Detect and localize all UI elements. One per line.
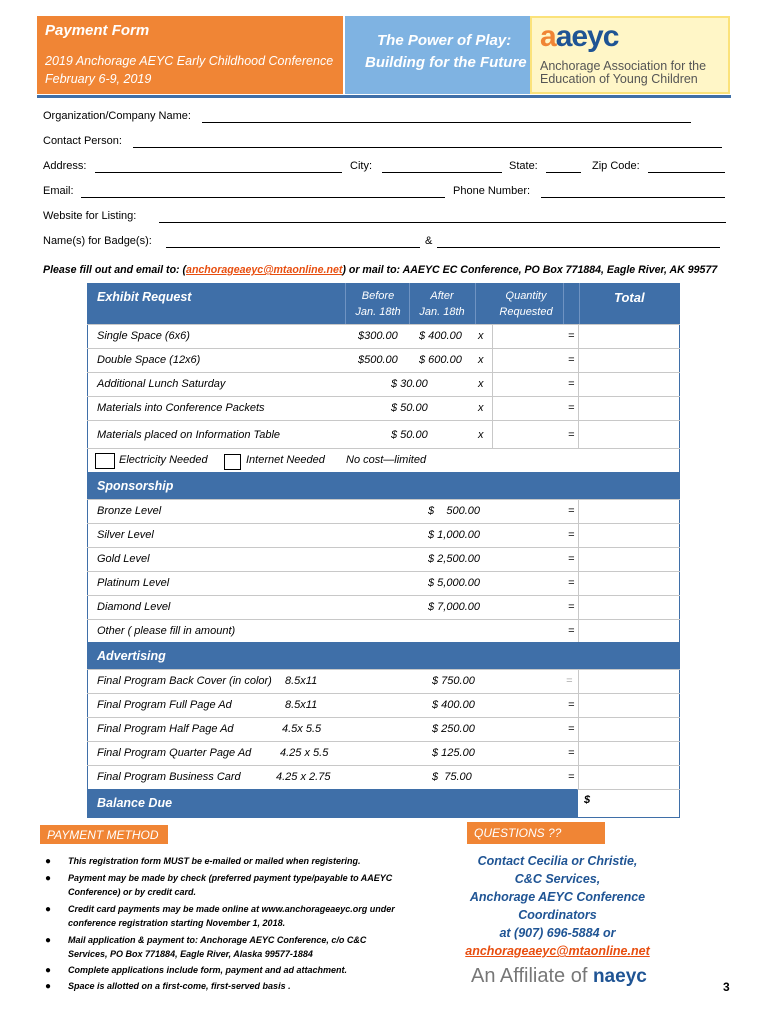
- mail-prefix: Please fill out and email to: (: [43, 264, 187, 276]
- sponsor-row-platinum: [87, 571, 680, 595]
- bullet-text: Complete applications include form, payment and ad attachment.: [68, 965, 348, 975]
- bullet-text: Credit card payments may be made online at www.anchorageaeyc.org under: [68, 904, 395, 914]
- row-label: Other ( please fill in amount): [97, 625, 236, 637]
- contact-field[interactable]: [133, 146, 722, 148]
- equals-sign: =: [568, 577, 575, 589]
- page-number: 3: [723, 980, 730, 994]
- row-label: Silver Level: [97, 529, 154, 541]
- logo-wordmark: aaeyc: [540, 20, 619, 53]
- price-before: $300.00: [358, 330, 398, 342]
- bullet-text: Mail application & payment to: Anchorage AEYC Conference, c/o C&C: [68, 935, 367, 945]
- city-field[interactable]: [382, 171, 502, 173]
- quantity-header: [492, 288, 560, 320]
- balance-due-field[interactable]: [577, 789, 680, 818]
- internet-label: Internet Needed: [246, 454, 325, 466]
- electricity-label: Electricity Needed: [119, 454, 208, 466]
- questions-title: QUESTIONS ??: [474, 826, 562, 840]
- equals-sign: =: [568, 771, 575, 783]
- sponsor-row-gold: [87, 547, 680, 571]
- row-label: Additional Lunch Saturday: [97, 378, 226, 390]
- badges-label: Name(s) for Badge(s):: [43, 235, 152, 247]
- affiliate-logo: [471, 965, 647, 988]
- equals-sign: =: [568, 330, 575, 342]
- exhibit-row-single: [87, 324, 680, 348]
- row-label: Bronze Level: [97, 505, 162, 517]
- address-field[interactable]: [95, 171, 342, 173]
- organization-label: Organization/Company Name:: [43, 110, 191, 122]
- contact-line-4: Coordinators: [518, 908, 597, 922]
- exhibit-row-info-table: [87, 420, 680, 448]
- equals-sign: =: [568, 402, 575, 414]
- email-label: Email:: [43, 185, 74, 197]
- price: $ 250.00: [432, 723, 475, 735]
- balance-dollar: $: [584, 794, 591, 806]
- price: $ 750.00: [432, 675, 475, 687]
- price-after: $ 400.00: [419, 330, 462, 342]
- row-label: Final Program Business Card: [97, 771, 241, 783]
- balance-due-label: Balance Due: [97, 796, 173, 810]
- bullet-text: Payment may be made by check (preferred payment type/payable to AAEYC: [68, 873, 393, 883]
- exhibit-row-utilities: [87, 448, 680, 472]
- advertising-header: Advertising: [97, 649, 166, 663]
- contact-info: [465, 852, 650, 960]
- bullet-text-2: Conference) or by credit card.: [68, 887, 197, 897]
- affiliate-text: An Affiliate of: [471, 965, 588, 987]
- payment-method-title: PAYMENT METHOD: [47, 828, 159, 842]
- times-sign: x: [478, 429, 484, 441]
- address-label: Address:: [43, 160, 87, 172]
- header-divider: [37, 95, 731, 98]
- sponsor-row-other: [87, 619, 680, 642]
- sponsorship-header: Sponsorship: [97, 479, 174, 493]
- ad-row-back-cover: [87, 669, 680, 693]
- bullet-text: This registration form MUST be e-mailed or mailed when registering.: [68, 856, 361, 866]
- logo-subtitle: [540, 60, 706, 86]
- mail-email-link[interactable]: anchorageaeyc@mtaonline.net: [186, 264, 343, 276]
- phone-field[interactable]: [541, 196, 725, 198]
- price: $ 50.00: [391, 429, 428, 441]
- equals-sign: =: [568, 378, 575, 390]
- before-header-1: Before: [361, 290, 395, 302]
- row-label: Final Program Quarter Page Ad: [97, 747, 252, 759]
- payment-method-header: [40, 825, 168, 844]
- row-label: Final Program Half Page Ad: [97, 723, 234, 735]
- theme-block: [345, 16, 530, 94]
- questions-header: [467, 822, 605, 844]
- quantity-header-1: Quantity: [505, 290, 547, 302]
- equals-sign: =: [568, 553, 575, 565]
- times-sign: x: [478, 330, 484, 342]
- balance-due-bar: [87, 789, 577, 818]
- mail-instructions: [43, 264, 717, 276]
- exhibit-row-lunch: [87, 372, 680, 396]
- exhibit-header-bar: [87, 283, 680, 324]
- ad-row-full-page: [87, 693, 680, 717]
- row-label: Final Program Back Cover (in color): [97, 675, 272, 687]
- contact-line-3: Anchorage AEYC Conference: [469, 890, 646, 904]
- row-label: Materials placed on Information Table: [97, 429, 281, 441]
- ad-size: 8.5x11: [285, 699, 318, 711]
- equals-sign: =: [568, 529, 575, 541]
- after-header-2: Jan. 18th: [419, 306, 465, 318]
- conference-dates: February 6-9, 2019: [45, 72, 152, 86]
- equals-sign: =: [568, 429, 575, 441]
- times-sign: x: [478, 354, 484, 366]
- price: $ 5,000.00: [428, 577, 480, 589]
- equals-sign: =: [568, 601, 575, 613]
- row-label: Gold Level: [97, 553, 150, 565]
- contact-label: Contact Person:: [43, 135, 122, 147]
- badge-name-1-field[interactable]: [166, 246, 420, 248]
- equals-sign: =: [568, 354, 575, 366]
- before-header-2: Jan. 18th: [355, 306, 401, 318]
- price: $ 30.00: [391, 378, 428, 390]
- equals-sign: =: [568, 625, 575, 637]
- quantity-header-2: Requested: [499, 306, 553, 318]
- sponsor-row-bronze: [87, 499, 680, 523]
- price: $ 7,000.00: [428, 601, 480, 613]
- contact-line-1: Contact Cecilia or Christie,: [477, 854, 638, 868]
- after-header-1: After: [430, 290, 454, 302]
- sponsorship-header-bar: [87, 472, 680, 499]
- header-title-block: [37, 16, 343, 94]
- ad-size: 4.25 x 5.5: [280, 747, 329, 759]
- state-label: State:: [509, 160, 538, 172]
- equals-sign: =: [566, 675, 573, 687]
- aaeyc-logo: [530, 16, 730, 94]
- state-field[interactable]: [546, 171, 581, 173]
- equals-sign: =: [568, 723, 575, 735]
- times-sign: x: [478, 378, 484, 390]
- price-before: $500.00: [358, 354, 398, 366]
- equals-sign: =: [568, 505, 575, 517]
- after-header: [411, 288, 473, 320]
- total-header: Total: [614, 290, 645, 305]
- price: $ 2,500.00: [428, 553, 480, 565]
- equals-sign: =: [568, 747, 575, 759]
- theme-line-2: Building for the Future: [365, 54, 527, 71]
- ad-row-quarter-page: [87, 741, 680, 765]
- logo-sub-2: Education of Young Children: [540, 72, 698, 86]
- ad-size: 4.25 x 2.75: [276, 771, 331, 783]
- badge-name-2-field[interactable]: [437, 246, 720, 248]
- theme-line-1: The Power of Play:: [377, 32, 512, 49]
- contact-email-link[interactable]: anchorageaeyc@mtaonline.net: [465, 944, 650, 958]
- price: $ 125.00: [432, 747, 475, 759]
- ad-row-business-card: [87, 765, 680, 789]
- exhibit-row-packets: [87, 396, 680, 420]
- row-label: Materials into Conference Packets: [97, 402, 265, 414]
- website-label: Website for Listing:: [43, 210, 137, 222]
- price: $ 400.00: [432, 699, 475, 711]
- times-sign: x: [478, 402, 484, 414]
- price: $ 50.00: [391, 402, 428, 414]
- city-label: City:: [350, 160, 372, 172]
- ad-row-half-page: [87, 717, 680, 741]
- row-label: Platinum Level: [97, 577, 170, 589]
- form-title: Payment Form: [45, 22, 150, 39]
- price: $ 1,000.00: [428, 529, 480, 541]
- row-label: Diamond Level: [97, 601, 171, 613]
- row-label: Single Space (6x6): [97, 330, 190, 342]
- logo-sub-1: Anchorage Association for the: [540, 59, 707, 73]
- advertising-header-bar: [87, 642, 680, 669]
- bullet-text-2: Services, PO Box 771884, Eagle River, Alaska 99577-1884: [68, 949, 313, 959]
- exhibit-row-double: [87, 348, 680, 372]
- contact-phone: at (907) 696-5884 or: [499, 926, 616, 940]
- ad-size: 8.5x11: [285, 675, 318, 687]
- conference-name: 2019 Anchorage AEYC Early Childhood Conference: [45, 54, 334, 68]
- naeyc-brand: naeyc: [592, 966, 647, 987]
- equals-sign: =: [568, 699, 575, 711]
- email-field[interactable]: [81, 196, 445, 198]
- ad-size: 4.5x 5.5: [282, 723, 322, 735]
- phone-label: Phone Number:: [453, 185, 531, 197]
- organization-field[interactable]: [202, 121, 691, 123]
- sponsor-row-silver: [87, 523, 680, 547]
- price-after: $ 600.00: [419, 354, 462, 366]
- zip-label: Zip Code:: [592, 160, 640, 172]
- price: $ 500.00: [428, 505, 480, 517]
- contact-line-2: C&C Services,: [514, 872, 601, 886]
- website-field[interactable]: [159, 221, 726, 223]
- no-cost-note: No cost—limited: [346, 454, 427, 466]
- mail-suffix: ) or mail to: AAEYC EC Conference, PO Box 771884, Eagle River, AK 99577: [342, 264, 718, 276]
- row-label: Double Space (12x6): [97, 354, 201, 366]
- exhibit-header: Exhibit Request: [97, 290, 192, 304]
- internet-checkbox[interactable]: [224, 454, 241, 470]
- row-label: Final Program Full Page Ad: [97, 699, 232, 711]
- bullet-text: Space is allotted on a first-come, first-served basis .: [68, 981, 291, 991]
- before-header: [347, 288, 409, 320]
- badges-amp: &: [425, 235, 433, 247]
- sponsor-row-diamond: [87, 595, 680, 619]
- zip-field[interactable]: [648, 171, 725, 173]
- electricity-checkbox[interactable]: [95, 453, 115, 469]
- bullet-text-2: conference registration starting November 1, 2018.: [68, 918, 286, 928]
- price: $ 75.00: [432, 771, 472, 783]
